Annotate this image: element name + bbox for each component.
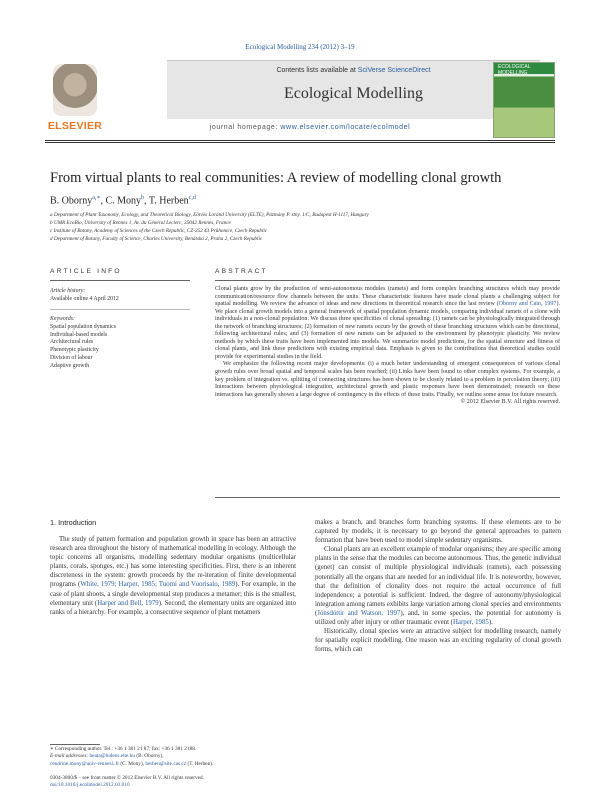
footnotes bbox=[50, 746, 300, 768]
elsevier-tree-icon bbox=[53, 64, 97, 116]
body-paragraph: Historically, clonal species were an attractive subject for modelling research, namely for spatially explicit modelling. One reason was an exciting regularity of clonal growth forms, which can bbox=[315, 628, 561, 654]
issn-line: 0304-3800/$ – see front matter © 2012 Elsevier B.V. All rights reserved. bbox=[50, 775, 204, 781]
affiliations bbox=[50, 211, 550, 243]
citation-link[interactable]: Jónsdóttir and Watson, 1997 bbox=[317, 609, 401, 617]
body-column-left bbox=[50, 535, 296, 617]
journal-homepage-line bbox=[145, 124, 475, 131]
history-label: Article history: bbox=[50, 288, 86, 294]
body-text: Clonal plants are an excellent example of modular organisms; they are specific among plants in the sense that the modules can become autonomous. Thus, the genetic individual (genet) can consist of multiple physiological individuals (ramets), each possessing potentially all the organs that are needed for an individual life. It is noteworthy, however, that the definition of clonality does not require the actual occurrence of full independence; a potential is sufficient. Indeed, the degree of autonomy/physiological integration among ramets exhibits large variation among clonal species and environments ( bbox=[315, 546, 562, 617]
publisher-name: ELSEVIER bbox=[47, 120, 103, 132]
keyword: Individual-based models bbox=[50, 331, 108, 338]
doi-link[interactable]: doi:10.1016/j.ecolmodel.2012.03.010 bbox=[50, 782, 130, 789]
body-text: ), and, in some species, the potential for autonomy is utilized only after injury or other traumatic event ( bbox=[315, 609, 561, 627]
issn-doi bbox=[50, 775, 204, 790]
keyword: Adaptive growth bbox=[50, 362, 90, 369]
abstract-text: Clonal plants grow by the production of semi-autonomous modules (ramets) and form complex branching structures which may provide communication/resource flow channels between the units. These characteristic features have made clonal plants a challenging subject for spatial modelling. We review the advance of ideas and new directions in theoretical research since the last review ( bbox=[215, 286, 560, 308]
journal-header bbox=[45, 60, 560, 136]
abstract-bottom-divider bbox=[215, 497, 560, 498]
journal-name[interactable]: Ecological Modelling bbox=[283, 85, 424, 102]
article-info-divider bbox=[50, 280, 190, 281]
abstract-paragraph bbox=[215, 286, 560, 361]
email-addresses-continued bbox=[50, 761, 300, 768]
author-name: T. Herben bbox=[148, 195, 189, 207]
author-name: B. Oborny bbox=[50, 195, 93, 207]
email-label: E-mail addresses: bbox=[50, 753, 89, 760]
abstract-divider bbox=[215, 280, 560, 281]
email-link[interactable]: cendrine.mony@univ-rennes1.fr bbox=[50, 760, 120, 767]
keywords-label: Keywords: bbox=[50, 316, 75, 322]
header-divider bbox=[45, 140, 555, 141]
body-column-right bbox=[315, 518, 561, 654]
body-text: ). For example, in the case of plant shoots, a single developmental step produces a metamer; this is the smallest, elementary unit ( bbox=[50, 581, 296, 607]
abstract-paragraph: We emphasize the following recent major developments: (i) a much better understanding of emergent consequences of various clonal growth rules over broad spatial and temporal scales has been reached; (ii) Links have been found to other complex systems. For example, a key problem of integration vs. splitting of connecting structures has been shown to be closely related to a problem in percolation theory; (iii) Interactions between physiological integration, architectural growth and plastic responses have been demonstrated; research on these interactions has generally shown a large degree of contingency in the effects of these traits. Finally, we outline some areas for future research. bbox=[215, 361, 560, 398]
header-divider-secondary bbox=[45, 142, 555, 143]
affiliation: c Institute of Botany, Academy of Sciences of the Czech Republic, CZ-252 43 Průhonice, Czech Republic bbox=[50, 228, 268, 234]
history-divider bbox=[50, 309, 190, 310]
body-paragraph: makes a branch, and branches form branching systems. If these elements are to be captured by models, it is necessary to go beyond the general approaches to pattern formation that have been used to model simple sedentary organisms. bbox=[315, 519, 561, 545]
email-link[interactable]: beata@ludens.elte.hu bbox=[89, 753, 136, 760]
email-addresses bbox=[50, 753, 300, 760]
journal-citation[interactable]: Ecological Modelling 234 (2012) 3–19 bbox=[245, 43, 355, 51]
author-affiliation-marker[interactable]: a,∗ bbox=[92, 195, 101, 201]
email-owner: (T. Herben). bbox=[186, 760, 214, 767]
homepage-prefix: journal homepage: bbox=[209, 124, 278, 131]
body-text: ). Second, the elementary units are organized into ranks of a hierarchy. For example, a consecutive sequence of plant metamers bbox=[50, 599, 296, 616]
keyword: Phenotypic plasticity bbox=[50, 347, 99, 354]
keyword: Architectural rules bbox=[50, 339, 94, 346]
email-owner: (B. Oborny), bbox=[135, 753, 164, 760]
citation-link[interactable]: Oborny and Cain, 1997 bbox=[498, 301, 557, 308]
corresponding-author-note: ∗ Corresponding author. Tel.: +36 1 381 21 87; fax: +36 1 381 2188. bbox=[50, 746, 197, 752]
author-affiliation-marker[interactable]: b bbox=[141, 195, 145, 201]
citation-link[interactable]: Harper, 1985 bbox=[452, 619, 489, 627]
keyword: Division of labour bbox=[50, 354, 93, 361]
contents-prefix: Contents lists available at bbox=[276, 67, 356, 74]
section-heading: 1. Introduction bbox=[50, 518, 97, 527]
body-text: ). bbox=[488, 619, 493, 627]
journal-banner bbox=[167, 60, 540, 119]
body-text: The study of pattern formation and population growth in space has been an attractive research area throughout the history of mathematical modelling in ecology. Although the topic concerns all organisms, modelling sedentary modular organisms (multicellular plants, corals, sponges, etc.) has some interesting specificities. First, there is an inherent discreteness in the system: growth proceeds by the re-iteration of finite developmental programs ( bbox=[50, 536, 296, 589]
sciencedirect-link[interactable]: SciVerse ScienceDirect bbox=[357, 67, 431, 74]
copyright: © 2012 Elsevier B.V. All rights reserved. bbox=[460, 399, 560, 406]
affiliation: a Department of Plant Taxonomy, Ecology, and Theoretical Biology, Eötvös Loránd University (ELTE), Pázmány P. stny. 1/C, Budapest H-1117, Hungary bbox=[50, 212, 369, 218]
author-name: C. Mony bbox=[105, 195, 142, 207]
affiliation: b UMR EcoBio, University of Rennes 1, Av. du Général Leclerc, 35042 Rennes, France bbox=[50, 220, 231, 226]
homepage-link[interactable]: www.elsevier.com/locate/ecolmodel bbox=[280, 124, 411, 131]
abstract-heading: ABSTRACT bbox=[215, 268, 268, 275]
contents-line bbox=[167, 67, 540, 74]
citation-link[interactable]: Harper and Bell, 1979 bbox=[97, 599, 159, 607]
author-separator: , bbox=[144, 195, 149, 207]
email-owner: (C. Mony), bbox=[119, 760, 146, 767]
email-link[interactable]: herben@site.cas.cz bbox=[145, 760, 187, 767]
body-paragraph bbox=[315, 545, 561, 627]
abstract-body bbox=[215, 286, 560, 407]
author-affiliation-marker[interactable]: c,d bbox=[188, 195, 196, 201]
elsevier-logo[interactable] bbox=[45, 60, 105, 136]
body-paragraph bbox=[50, 535, 296, 617]
citation-link[interactable]: White, 1979; Harper, 1985; Tuomi and Vuorisalo, 1989 bbox=[80, 581, 236, 589]
cover-title: ECOLOGICAL MODELLING bbox=[498, 64, 531, 76]
author-list bbox=[50, 194, 196, 206]
footnote-divider bbox=[50, 744, 100, 745]
keywords bbox=[50, 316, 116, 371]
history-value: Available online 4 April 2012 bbox=[50, 296, 119, 302]
affiliation: d Department of Botany, Faculty of Science, Charles University, Benátská 2, Praha 2, Czech Republic bbox=[50, 236, 263, 242]
author-separator: , bbox=[100, 195, 106, 207]
abstract-text: ). We place clonal growth models into a general framework of spatial population dynamic models, comparing individual ramets of a clone with individuals in a non-clonal population. We discuss three specificities of clonal spreading: (1) ramets can be physiologically integrated through the network of branching structures; (2) formation of new ramets occurs by the growth of these branching structures which can be directional, following architectural rules; and (3) formation of new ramets can be adjusted to the environment by phenotypic plasticity. We review methods by which these traits have been implemented into models. We summarize model predictions, for the spatial structure and fitness of clonal plants, and link these predictions with existing empirical data. Emphasis is given to the contributions that theoretical studies could provide for experimental studies in the field. bbox=[215, 301, 560, 360]
article-title: From virtual plants to real communities: A review of modelling clonal growth bbox=[50, 170, 502, 186]
article-info-heading: ARTICLE INFO bbox=[50, 268, 122, 275]
article-history bbox=[50, 287, 119, 303]
keyword: Spatial population dynamics bbox=[50, 323, 117, 330]
journal-cover-image[interactable] bbox=[493, 62, 555, 138]
